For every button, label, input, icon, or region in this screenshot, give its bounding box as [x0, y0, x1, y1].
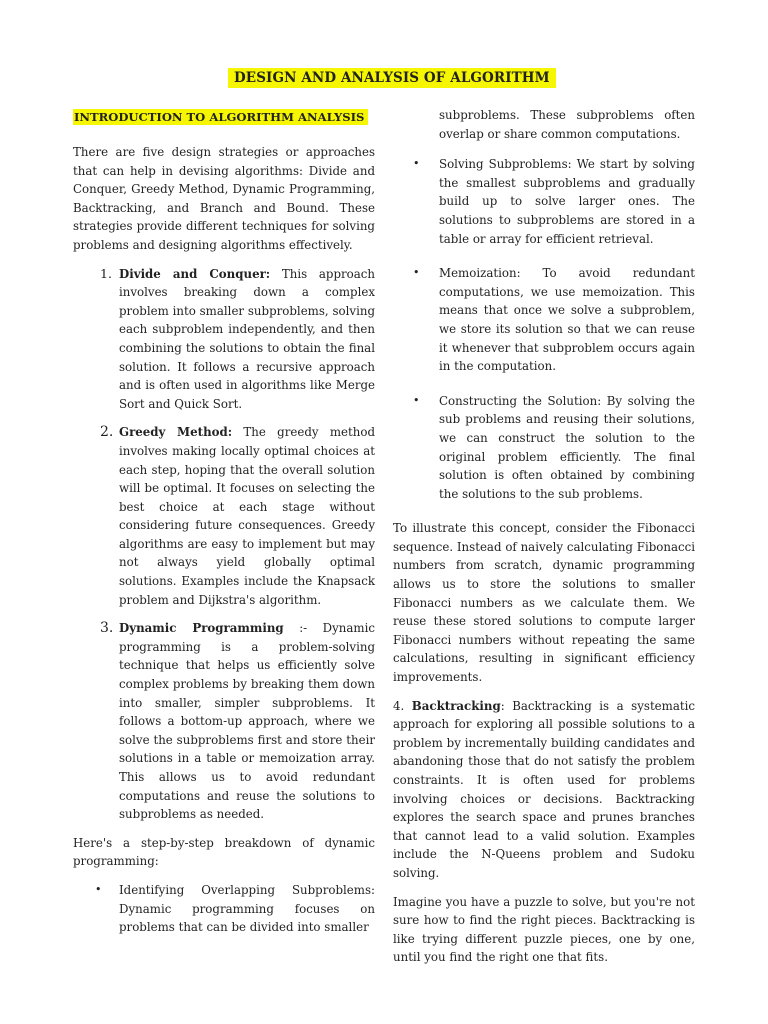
puzzle-paragraph: Imagine you have a puzzle to solve, but you're not sure how to find the right pieces. Backtracking is like trying different puzzle pieces, one by one, until you find the right one that fits. [393, 894, 695, 965]
list-item-greedy [73, 423, 375, 609]
intro-heading: INTRODUCTION TO ALGORITHM ANALYSIS [73, 109, 368, 125]
bullet-text: • Constructing the Solution: By solving the sub problems and reusing their solutions, we can construct the solution to the original problem efficiently. The final solution is often obtained by combining the solutions to the sub problems. [439, 393, 695, 501]
term: Backtracking [411, 698, 501, 713]
list-number: 3. [100, 620, 114, 637]
description: :- Dynamic programming is a problem-solving technique that helps us efficiently solve complex problems by breaking them down into smaller, simpler subproblems. It follows a bottom-up approach, where we solve the subproblems first and store their solutions in a table or memoization array. This allows us to avoid redundant computations and reuse the solutions to subproblems as needed. [119, 621, 375, 822]
list-item-text [119, 619, 375, 824]
list-number: 2. [100, 424, 114, 441]
intro-paragraph: There are five design strategies or approaches that can help in devising algorithms: Divide and Conquer, Greedy Method, Dynamic Programming, Backtracking, and Branch and Bound. These strategies provide different techniques for solving problems and designing algorithms effectively. [73, 145, 375, 252]
description: This approach involves breaking down a complex problem into smaller subproblems, solving each subproblem independently, and then combining the solutions to obtain the final solution. It follows a recursive approach and is often used in algorithms like Merge Sort and Quick Sort. [119, 266, 375, 411]
bullet-continuation [393, 106, 695, 143]
list-item-text [119, 265, 375, 414]
term: Divide and Conquer: [119, 266, 271, 281]
list-item-text [119, 423, 375, 609]
document-title: DESIGN AND ANALYSIS OF ALGORITHM [228, 68, 556, 88]
bullet-text: • Identifying Overlapping Subproblems: Dynamic programming focuses on problems that can be divided into smaller [119, 882, 375, 935]
fibonacci-paragraph: To illustrate this concept, consider the Fibonacci sequence. Instead of naively calculating Fibonacci numbers from scratch, dynamic programming allows us to store the solutions to smaller Fibonacci numbers as we calculate them. We reuse these stored solutions to compute larger Fibonacci numbers without repeating the same calculations, resulting in significant efficiency improvements. [393, 521, 695, 685]
bullet-item [393, 392, 695, 504]
breakdown-intro: Here's a step-by-step breakdown of dynamic programming: [73, 835, 375, 869]
list-number: 1. [100, 265, 112, 281]
bullet-item [393, 155, 695, 248]
bullet-item [393, 264, 695, 376]
description: : Backtracking is a systematic approach for exploring all possible solutions to a problem by incrementally building candidates and abandoning those that do not satisfy the problem constraints. It is often used for problems involving choices or decisions. Backtracking explores the search space and prunes branches that cannot lead to a valid solution. Examples include the N-Queens problem and Sudoku solving. [393, 698, 696, 880]
term: Dynamic Programming [119, 621, 284, 636]
description: The greedy method involves making locally optimal choices at each step, hoping that the overall solution will be optimal. It focuses on selecting the best choice at each stage without considering future consequences. Greedy algorithms are easy to implement but may not always yield globally optimal solutions. Examples include the Knapsack problem and Dijkstra's algorithm. [119, 425, 375, 607]
bullet-text: • Solving Subproblems: We start by solving the smallest subproblems and gradually build up to solve larger ones. The solutions to subproblems are stored in a table or array for efficient retrieval. [439, 157, 695, 246]
bullet-text: • Memoization: To avoid redundant computations, we use memoization. This means that once we solve a subproblem, we store its solution so that we can reuse it whenever that subproblem occurs again in the computation. [439, 266, 695, 374]
list-item-divide-conquer [73, 265, 375, 414]
list-number: 4. [393, 698, 405, 713]
term: Greedy Method: [119, 425, 233, 440]
bullet-text: subproblems. These subproblems often overlap or share common computations. [439, 108, 695, 141]
left-column [73, 106, 375, 947]
backtracking-paragraph [393, 697, 695, 883]
right-column [393, 106, 695, 977]
bullet-item [73, 881, 375, 937]
list-item-dynamic-programming [73, 619, 375, 824]
